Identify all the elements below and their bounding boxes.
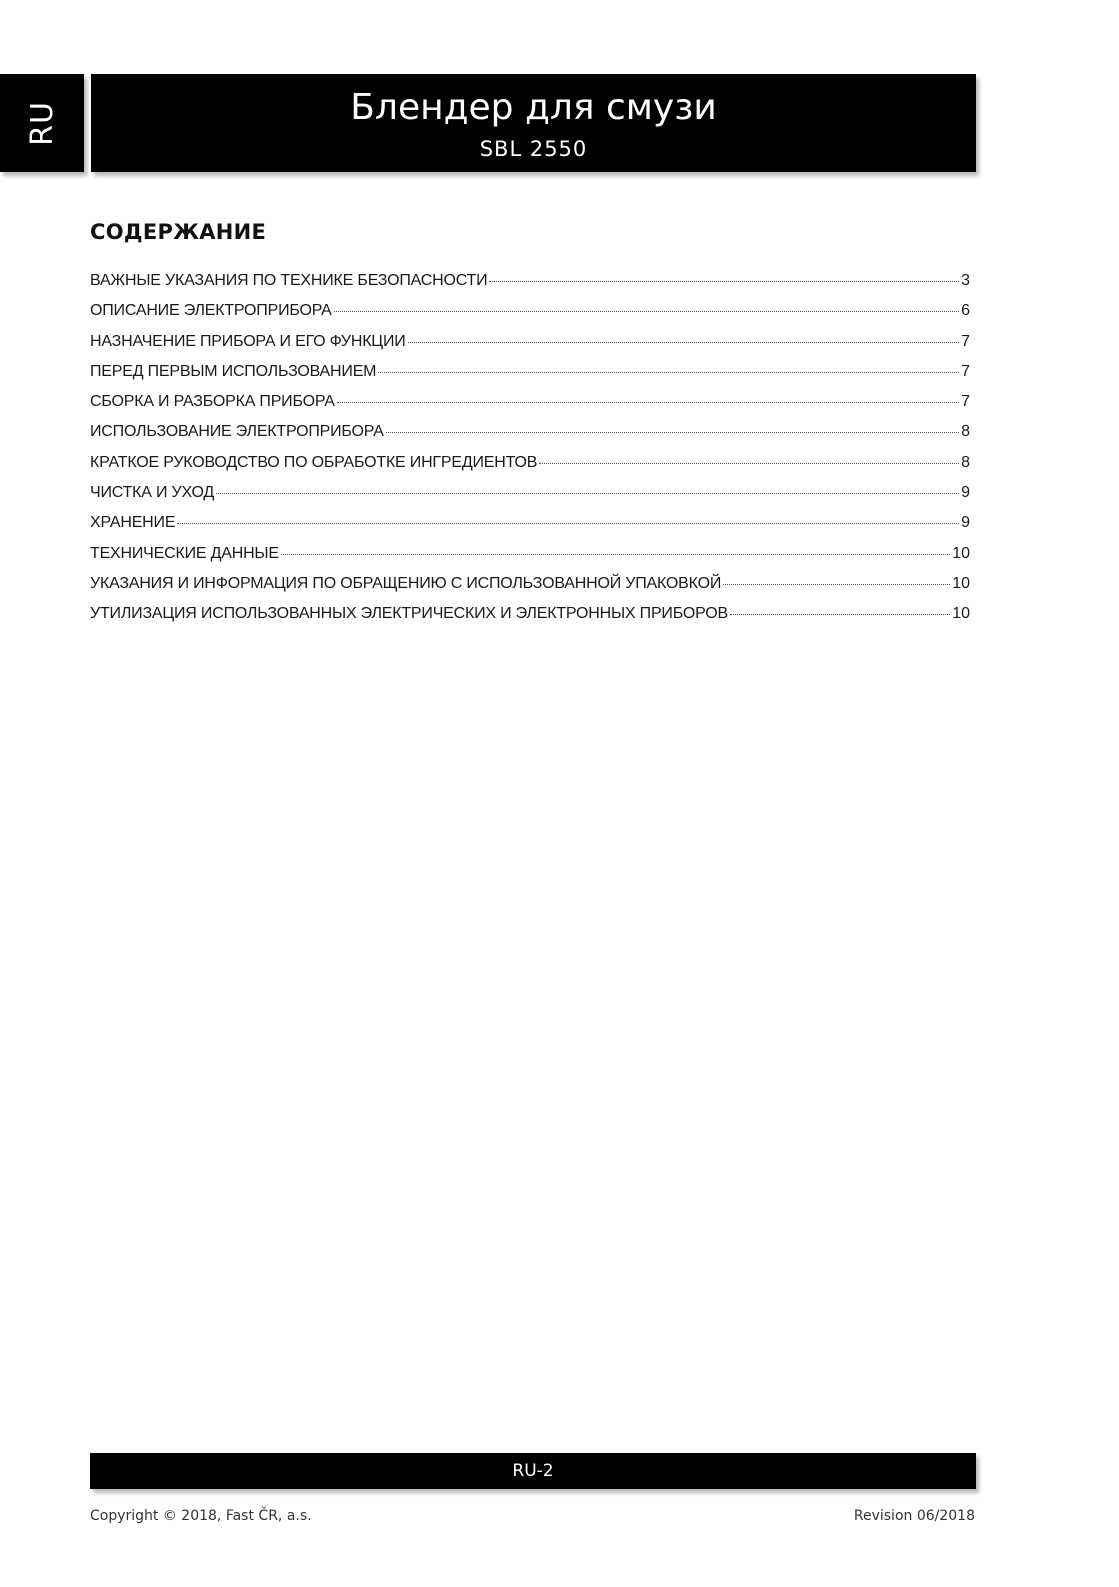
dot-leader (334, 311, 959, 312)
toc-entry-label: ПЕРЕД ПЕРВЫМ ИСПОЛЬЗОВАНИЕМ (90, 362, 377, 380)
toc-entry-page: 10 (952, 544, 970, 562)
toc-entry[interactable] (90, 605, 970, 635)
document-title: Блендер для смузи (350, 87, 717, 128)
title-bar (91, 74, 976, 172)
toc-entry[interactable] (90, 514, 970, 544)
toc-entry-label: НАЗНАЧЕНИЕ ПРИБОРА И ЕГО ФУНКЦИИ (90, 332, 406, 350)
dot-leader (489, 281, 959, 282)
toc-entry-page: 6 (961, 302, 970, 320)
dot-leader (408, 342, 960, 343)
dot-leader (386, 432, 959, 433)
language-code: RU (24, 100, 60, 146)
language-tab (0, 74, 84, 172)
toc-entry-page: 10 (952, 574, 970, 592)
toc-entry-page: 7 (961, 332, 970, 350)
toc-entry[interactable] (90, 484, 970, 514)
toc-entry-label: ХРАНЕНИЕ (90, 514, 176, 532)
toc-entry-page: 9 (961, 484, 970, 502)
toc-entry-label: СБОРКА И РАЗБОРКА ПРИБОРА (90, 393, 335, 411)
dot-leader (378, 372, 959, 373)
toc-entry-label: ВАЖНЫЕ УКАЗАНИЯ ПО ТЕХНИКЕ БЕЗОПАСНОСТИ (90, 272, 488, 289)
toc-entry-label: УКАЗАНИЯ И ИНФОРМАЦИЯ ПО ОБРАЩЕНИЮ С ИСПОЛЬЗОВАННОЙ УПАКОВКОЙ (90, 574, 722, 592)
toc-entry[interactable] (90, 575, 970, 605)
toc-entry-label: УТИЛИЗАЦИЯ ИСПОЛЬЗОВАННЫХ ЭЛЕКТРИЧЕСКИХ И ЭЛЕКТРОННЫХ ПРИБОРОВ (90, 605, 728, 623)
dot-leader (216, 493, 959, 494)
dot-leader (337, 402, 959, 403)
toc-entry[interactable] (90, 454, 970, 484)
toc-entry[interactable] (90, 393, 970, 423)
dot-leader (177, 523, 959, 524)
dot-leader (281, 554, 950, 555)
toc-entry-page: 8 (961, 423, 970, 441)
table-of-contents (90, 272, 970, 636)
toc-entry-label: ТЕХНИЧЕСКИЕ ДАННЫЕ (90, 544, 279, 562)
toc-entry[interactable] (90, 363, 970, 393)
toc-entry-label: ЧИСТКА И УХОД (90, 484, 214, 502)
toc-entry-page: 8 (961, 453, 970, 471)
toc-entry-page: 7 (961, 362, 970, 380)
toc-entry-page: 7 (961, 393, 970, 411)
toc-entry[interactable] (90, 423, 970, 453)
toc-entry-label: ОПИСАНИЕ ЭЛЕКТРОПРИБОРА (90, 302, 332, 320)
page-number: RU-2 (512, 1461, 554, 1481)
contents-heading: СОДЕРЖАНИЕ (90, 220, 267, 244)
revision-label: Revision 06/2018 (853, 1508, 975, 1524)
page-number-bar (90, 1453, 976, 1489)
dot-leader (723, 584, 950, 585)
toc-entry-page: 9 (961, 514, 970, 532)
toc-entry[interactable] (90, 333, 970, 363)
toc-entry[interactable] (90, 302, 970, 332)
model-number: SBL 2550 (479, 137, 588, 161)
toc-entry-label: ИСПОЛЬЗОВАНИЕ ЭЛЕКТРОПРИБОРА (90, 423, 384, 441)
copyright-notice: Copyright © 2018, Fast ČR, a.s. (90, 1508, 312, 1524)
toc-entry-page: 3 (961, 272, 970, 289)
toc-entry-page: 10 (952, 605, 970, 623)
toc-entry-label: КРАТКОЕ РУКОВОДСТВО ПО ОБРАБОТКЕ ИНГРЕДИЕНТОВ (90, 453, 538, 471)
toc-entry[interactable] (90, 272, 970, 302)
dot-leader (539, 463, 959, 464)
toc-entry[interactable] (90, 545, 970, 575)
dot-leader (730, 614, 950, 615)
